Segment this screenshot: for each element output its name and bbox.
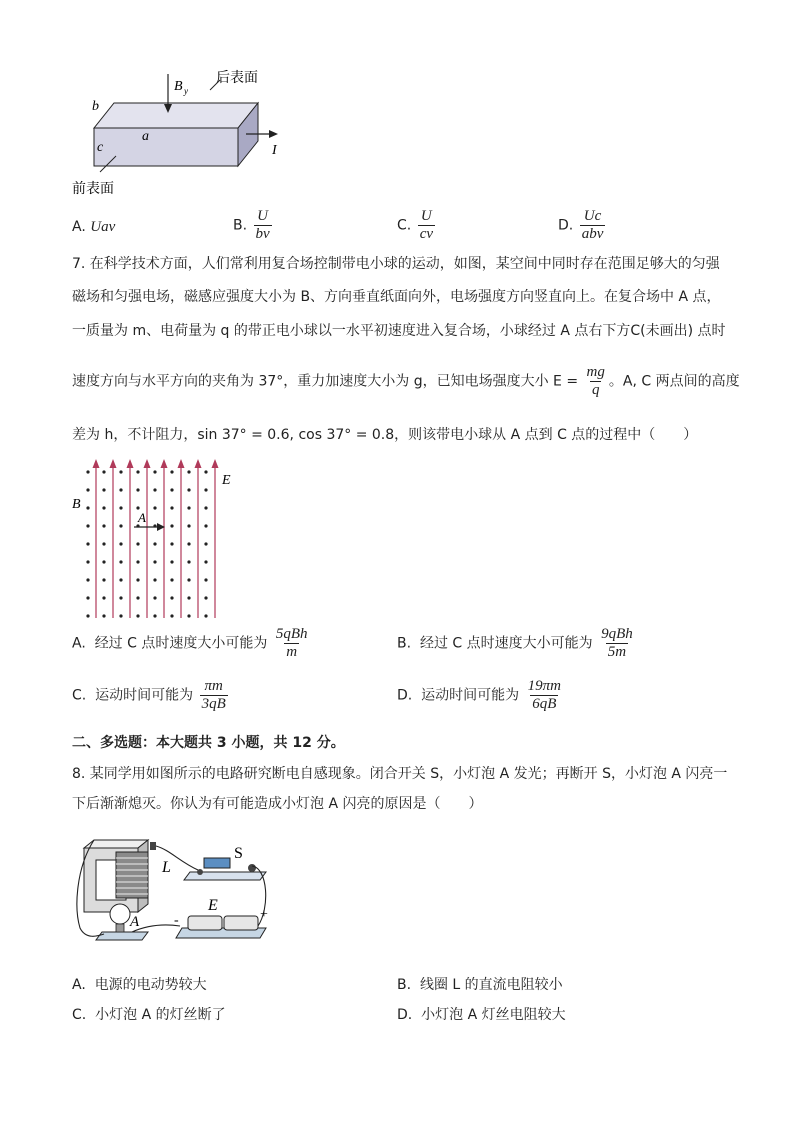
q7-line-5: 差为 h，不计阻力，sin 37° = 0.6, cos 37° = 0.8，则该带电小球从 A 点到 C 点的过程中（ ） [72,427,698,443]
q8-line-2: 下后渐渐熄灭。你认为有可能造成小灯泡 A 闪亮的原因是（ ） [72,796,483,812]
magnetic-field-dot [86,542,89,545]
magnetic-field-dot [187,560,190,563]
magnetic-field-label: B [72,497,81,512]
back-surface-label: 后表面 [216,71,258,86]
magnetic-field-dot [153,596,156,599]
magnetic-field-dot [102,470,105,473]
magnetic-field-dot [136,560,139,563]
magnetic-field-dot [86,560,89,563]
magnetic-field-dot [102,524,105,527]
section-heading: 二、多选题：本大题共 3 小题，共 12 分。 [72,735,345,751]
magnetic-field-dot [136,488,139,491]
electric-field-arrowhead [212,459,219,468]
block-front-face [94,128,238,166]
magnetic-field-dot [204,506,207,509]
q8-option-c[interactable]: C. 小灯泡 A 的灯丝断了 [72,1007,226,1023]
magnetic-field-dot [102,488,105,491]
magnetic-field-dot [86,596,89,599]
magnetic-field-dot [86,614,89,617]
battery-minus: - [174,913,179,928]
magnetic-field-dot [136,470,139,473]
current-label: I [272,143,277,158]
q7-line-3: 一质量为 m、电荷量为 q 的带正电小球以一水平初速度进入复合场，小球经过 A 点右下方C(未画出) 点时 [72,323,726,339]
q7-line-4: 速度方向与水平方向的夹角为 37°，重力加速度大小为 g，已知电场强度大小 E = $\frac{mg}{q}$ 。A, C 两点间的高度 [72,364,740,398]
magnetic-field-dot [170,578,173,581]
electric-field-arrowhead [161,459,168,468]
magnetic-field-dot [102,506,105,509]
magnetic-field-dot [119,596,122,599]
magnetic-field-dot [102,542,105,545]
q6-option-d[interactable]: D. $\frac{Uc}{\text{abv}}$ [558,208,604,242]
magnetic-field-dot [187,542,190,545]
q6-option-c[interactable]: C. $\frac{U}{cv}$ [397,208,434,242]
battery-label: E [208,897,218,914]
magnetic-field-dot [86,470,89,473]
magnetic-field-dot [204,524,207,527]
magnetic-field-dot [153,506,156,509]
magnetic-field-dot [119,524,122,527]
magnetic-field-dot [187,506,190,509]
magnetic-field-dot [119,578,122,581]
lamp-bulb [110,904,130,924]
electric-field-label: E [222,473,231,488]
dim-b-label: b [92,99,99,114]
magnetic-field-dot [204,578,207,581]
magnetic-field-dot [102,560,105,563]
q8-option-d[interactable]: D. 小灯泡 A 灯丝电阻较大 [397,1007,566,1023]
switch-board [184,872,266,880]
magnetic-field-dot [86,488,89,491]
magnetic-field-dot [204,488,207,491]
block-top-face [94,103,258,128]
magnetic-field-dot [119,488,122,491]
magnetic-field-dot [170,470,173,473]
magnetic-field-dot [119,560,122,563]
magnetic-field-dot [119,614,122,617]
magnetic-field-dot [136,614,139,617]
battery-plus: + [260,907,268,922]
magnetic-field-dot [170,488,173,491]
magnetic-field-dot [136,596,139,599]
battery-cell-2 [224,916,258,930]
magnetic-field-dot [187,578,190,581]
q7-line-2: 磁场和匀强电场，磁感应强度大小为 B、方向垂直纸面向外，电场强度方向竖直向上。在复合场中 A 点， [72,289,721,305]
magnetic-field-dot [102,614,105,617]
magnetic-field-dot [204,596,207,599]
dim-a-label: a [142,129,149,144]
lamp-label: A [130,914,140,930]
magnetic-field-dot [86,506,89,509]
front-surface-label: 前表面 [72,182,114,197]
switch-label: S [234,845,243,862]
electric-field-arrowhead [195,459,202,468]
q7-option-d[interactable]: D. 运动时间可能为 $\frac{19\pi m}{6qB}$ [397,678,561,712]
magnetic-field-dot [153,470,156,473]
magnetic-field-dot [204,470,207,473]
magnetic-field-dot [153,488,156,491]
battery-cell-1 [188,916,222,930]
magnetic-field-dot [187,596,190,599]
magnetic-field-dot [102,596,105,599]
electric-field-arrowhead [93,459,100,468]
magnetic-field-dot [187,470,190,473]
electric-field-arrowhead [178,459,185,468]
magnetic-field-dot [102,578,105,581]
field-figure [66,454,246,622]
magnetic-field-dot [204,542,207,545]
q7-option-a[interactable]: A. 经过 C 点时速度大小可能为 $\frac{\text{5qBh}}{m}$ [72,626,308,660]
magnetic-field-dot [153,578,156,581]
electric-field-arrowhead [110,459,117,468]
hall-block-figure [70,60,300,200]
q8-option-a[interactable]: A. 电源的电动势较大 [72,977,207,993]
q6-option-b[interactable]: B. $\frac{U}{bv}$ [233,208,270,242]
coil-label: L [162,859,171,876]
q7-line-1: 7. 在科学技术方面，人们常利用复合场控制带电小球的运动，如图，某空间中同时存在范围足够大的匀强 [72,256,720,272]
magnetic-field-dot [170,506,173,509]
magnetic-field-dot [170,614,173,617]
magnetic-field-dot [170,596,173,599]
wire-lamp-battery [132,925,180,932]
magnetic-field-dot [136,542,139,545]
magnetic-field-dot [187,488,190,491]
electric-field-arrowhead [127,459,134,468]
magnetic-field-dot [119,470,122,473]
magnetic-field-dot [204,560,207,563]
magnetic-field-dot [153,542,156,545]
field-label: B [174,79,183,94]
circuit-figure [70,828,280,956]
magnetic-field-dot [153,614,156,617]
magnetic-field-dot [86,524,89,527]
magnetic-field-dot [187,614,190,617]
magnetic-field-dot [170,542,173,545]
magnetic-field-dot [187,524,190,527]
magnetic-field-dot [86,578,89,581]
magnetic-field-dot [204,614,207,617]
q6-option-a[interactable]: A. Uav [72,219,116,235]
switch-lever[interactable] [204,858,230,868]
q8-line-1: 8. 某同学用如图所示的电路研究断电自感现象。闭合开关 S，小灯泡 A 发光；再断开 S，小灯泡 A 闪亮一 [72,766,728,782]
magnetic-field-dot [170,560,173,563]
magnetic-field-dot [136,578,139,581]
lamp-board [96,932,148,940]
dim-c-label: c [97,140,104,155]
q7-option-b[interactable]: B. 经过 C 点时速度大小可能为 $\frac{\text{9qBh}}{5m}$ [397,626,633,660]
point-a-label: A [138,510,146,525]
magnetic-field-dot [153,560,156,563]
q7-option-c[interactable]: C. 运动时间可能为 $\frac{\pi m}{3qB}$ [72,678,226,712]
electric-field-arrowhead [144,459,151,468]
q8-option-b[interactable]: B. 线圈 L 的直流电阻较小 [397,977,563,993]
magnetic-field-dot [119,506,122,509]
current-arrow-head [269,130,278,138]
magnetic-field-dot [170,524,173,527]
field-label-sub: y [184,86,188,96]
magnetic-field-dot [119,542,122,545]
